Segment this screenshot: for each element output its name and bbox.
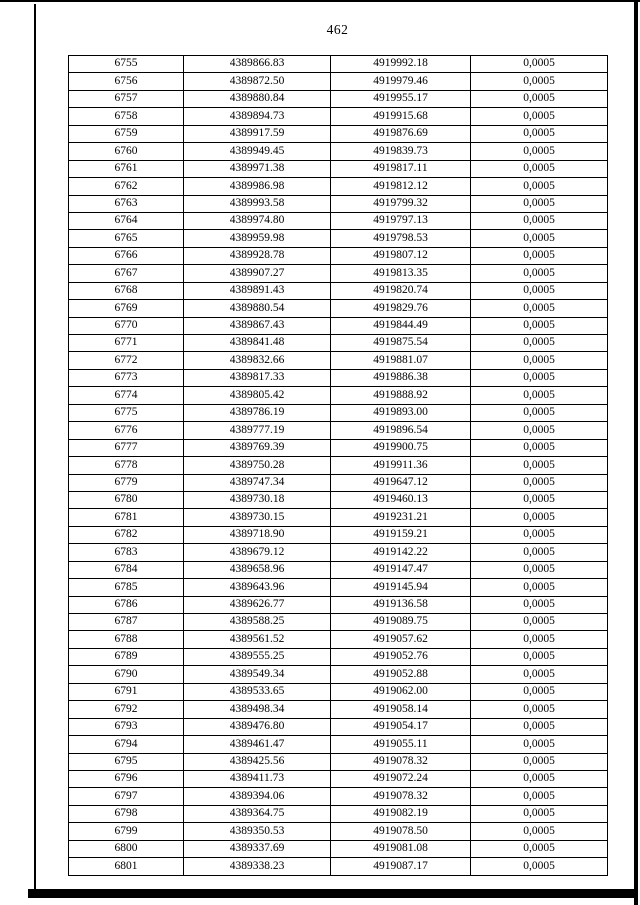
table-row (69, 770, 608, 787)
table-cell: 0,0005 (471, 457, 608, 474)
table-cell: 6780 (69, 491, 184, 508)
table-cell: 4389949.45 (184, 143, 331, 160)
table-cell: 0,0005 (471, 56, 608, 73)
table-cell: 4919647.12 (331, 474, 471, 491)
table-row (69, 178, 608, 195)
table-cell: 4389786.19 (184, 404, 331, 421)
table-cell: 4389832.66 (184, 352, 331, 369)
table-cell: 4919797.13 (331, 212, 471, 229)
table-row (69, 666, 608, 683)
table-row (69, 352, 608, 369)
table-row (69, 457, 608, 474)
table-cell: 6784 (69, 561, 184, 578)
table-cell: 4919900.75 (331, 439, 471, 456)
table-cell: 4389817.33 (184, 369, 331, 386)
table-cell: 0,0005 (471, 770, 608, 787)
scan-border-bottom (28, 889, 638, 898)
table-cell: 6782 (69, 526, 184, 543)
table-row (69, 335, 608, 352)
table-cell: 6774 (69, 387, 184, 404)
table-row (69, 90, 608, 107)
table-cell: 4389730.15 (184, 509, 331, 526)
table-cell: 4919798.53 (331, 230, 471, 247)
table-cell: 4389350.53 (184, 823, 331, 840)
table-cell: 6762 (69, 178, 184, 195)
table-cell: 6775 (69, 404, 184, 421)
table-row (69, 840, 608, 857)
table-cell: 4919054.17 (331, 718, 471, 735)
table-cell: 4389679.12 (184, 544, 331, 561)
table-cell: 6801 (69, 858, 184, 876)
table-cell: 4389750.28 (184, 457, 331, 474)
table-cell: 4919081.08 (331, 840, 471, 857)
table-cell: 4389730.18 (184, 491, 331, 508)
table-cell: 6769 (69, 300, 184, 317)
table-cell: 4389411.73 (184, 770, 331, 787)
table-cell: 4389993.58 (184, 195, 331, 212)
data-table (68, 55, 608, 876)
table-cell: 6757 (69, 90, 184, 107)
table-cell: 4919055.11 (331, 736, 471, 753)
table-cell: 6771 (69, 335, 184, 352)
table-cell: 0,0005 (471, 90, 608, 107)
table-row (69, 212, 608, 229)
table-row (69, 736, 608, 753)
table-row (69, 683, 608, 700)
table-cell: 4919231.21 (331, 509, 471, 526)
table-cell: 4389461.47 (184, 736, 331, 753)
table-row (69, 265, 608, 282)
table-cell: 6772 (69, 352, 184, 369)
table-cell: 6794 (69, 736, 184, 753)
table-cell: 4919147.47 (331, 561, 471, 578)
table-cell: 0,0005 (471, 526, 608, 543)
table-cell: 6798 (69, 805, 184, 822)
table-cell: 4919078.32 (331, 753, 471, 770)
table-cell: 4389971.38 (184, 160, 331, 177)
table-row (69, 317, 608, 334)
table-cell: 4919159.21 (331, 526, 471, 543)
table-cell: 6776 (69, 422, 184, 439)
table-cell: 6787 (69, 614, 184, 631)
table-cell: 0,0005 (471, 491, 608, 508)
table-row (69, 631, 608, 648)
table-cell: 4389643.96 (184, 579, 331, 596)
table-row (69, 509, 608, 526)
table-cell: 6797 (69, 788, 184, 805)
table-cell: 6786 (69, 596, 184, 613)
table-row (69, 474, 608, 491)
table-cell: 4919911.36 (331, 457, 471, 474)
table-row (69, 788, 608, 805)
table-cell: 6770 (69, 317, 184, 334)
table-cell: 4919813.35 (331, 265, 471, 282)
table-row (69, 858, 608, 876)
table-cell: 0,0005 (471, 648, 608, 665)
table-cell: 6765 (69, 230, 184, 247)
table-row (69, 805, 608, 822)
table-cell: 6783 (69, 544, 184, 561)
table-cell: 4919062.00 (331, 683, 471, 700)
table-cell: 6773 (69, 369, 184, 386)
table-cell: 4389866.83 (184, 56, 331, 73)
table-row (69, 404, 608, 421)
table-cell: 0,0005 (471, 265, 608, 282)
table-cell: 6764 (69, 212, 184, 229)
table-cell: 0,0005 (471, 404, 608, 421)
table-cell: 4389917.59 (184, 125, 331, 142)
table-row (69, 369, 608, 386)
table-cell: 0,0005 (471, 73, 608, 90)
table-row (69, 247, 608, 264)
table-row (69, 753, 608, 770)
table-cell: 6800 (69, 840, 184, 857)
table-cell: 0,0005 (471, 300, 608, 317)
table-cell: 0,0005 (471, 439, 608, 456)
table-cell: 4389476.80 (184, 718, 331, 735)
table-cell: 6779 (69, 474, 184, 491)
table-cell: 4389533.65 (184, 683, 331, 700)
table-cell: 4389549.34 (184, 666, 331, 683)
table-cell: 4389747.34 (184, 474, 331, 491)
table-cell: 4919799.32 (331, 195, 471, 212)
table-row (69, 195, 608, 212)
table-cell: 4389872.50 (184, 73, 331, 90)
table-row (69, 160, 608, 177)
table-row (69, 73, 608, 90)
table-cell: 4919072.24 (331, 770, 471, 787)
table-cell: 4919888.92 (331, 387, 471, 404)
table-cell: 6790 (69, 666, 184, 683)
table-cell: 4919881.07 (331, 352, 471, 369)
table-cell: 4389425.56 (184, 753, 331, 770)
table-cell: 6777 (69, 439, 184, 456)
table-cell: 4919057.62 (331, 631, 471, 648)
table-cell: 0,0005 (471, 544, 608, 561)
table-row (69, 648, 608, 665)
table-cell: 4919142.22 (331, 544, 471, 561)
table-cell: 6791 (69, 683, 184, 700)
table-cell: 4919955.17 (331, 90, 471, 107)
table-cell: 4389658.96 (184, 561, 331, 578)
table-row (69, 544, 608, 561)
table-cell: 4919896.54 (331, 422, 471, 439)
table-cell: 4919915.68 (331, 108, 471, 125)
table-row (69, 491, 608, 508)
table-row (69, 439, 608, 456)
table-cell: 6761 (69, 160, 184, 177)
table-cell: 0,0005 (471, 701, 608, 718)
table-cell: 6789 (69, 648, 184, 665)
table-cell: 0,0005 (471, 160, 608, 177)
table-cell: 0,0005 (471, 631, 608, 648)
table-cell: 4919078.32 (331, 788, 471, 805)
table-cell: 4389974.80 (184, 212, 331, 229)
table-cell: 0,0005 (471, 788, 608, 805)
scan-border-top (0, 0, 640, 2)
table-cell: 0,0005 (471, 858, 608, 876)
table-cell: 6759 (69, 125, 184, 142)
table-row (69, 56, 608, 73)
table-cell: 6778 (69, 457, 184, 474)
table-row (69, 579, 608, 596)
table-cell: 4389394.06 (184, 788, 331, 805)
table-row (69, 561, 608, 578)
table-cell: 4389626.77 (184, 596, 331, 613)
table-cell: 4919817.11 (331, 160, 471, 177)
table-cell: 4389561.52 (184, 631, 331, 648)
table-row (69, 614, 608, 631)
table-cell: 0,0005 (471, 230, 608, 247)
table-row (69, 387, 608, 404)
table-cell: 4919886.38 (331, 369, 471, 386)
table-cell: 4389891.43 (184, 282, 331, 299)
table-cell: 4389555.25 (184, 648, 331, 665)
table-cell: 6756 (69, 73, 184, 90)
table-row (69, 718, 608, 735)
table-cell: 0,0005 (471, 108, 608, 125)
table-cell: 0,0005 (471, 718, 608, 735)
table-cell: 4919145.94 (331, 579, 471, 596)
table-cell: 6758 (69, 108, 184, 125)
table-cell: 6788 (69, 631, 184, 648)
table-cell: 4389841.48 (184, 335, 331, 352)
table-cell: 6755 (69, 56, 184, 73)
table-cell: 4919078.50 (331, 823, 471, 840)
scan-border-left (34, 4, 36, 892)
table-cell: 6763 (69, 195, 184, 212)
table-cell: 4389338.23 (184, 858, 331, 876)
table-cell: 4389880.54 (184, 300, 331, 317)
table-cell: 6793 (69, 718, 184, 735)
table-cell: 4919052.76 (331, 648, 471, 665)
table-cell: 4389986.98 (184, 178, 331, 195)
table-cell: 0,0005 (471, 247, 608, 264)
table-cell: 0,0005 (471, 753, 608, 770)
table-cell: 4919082.19 (331, 805, 471, 822)
table-cell: 0,0005 (471, 335, 608, 352)
table-cell: 0,0005 (471, 282, 608, 299)
table-cell: 0,0005 (471, 666, 608, 683)
table-cell: 4389907.27 (184, 265, 331, 282)
table-cell: 0,0005 (471, 352, 608, 369)
table-cell: 4919992.18 (331, 56, 471, 73)
table-row (69, 300, 608, 317)
table-cell: 4919893.00 (331, 404, 471, 421)
table-row (69, 422, 608, 439)
table-cell: 6795 (69, 753, 184, 770)
table-cell: 0,0005 (471, 212, 608, 229)
table-cell: 0,0005 (471, 736, 608, 753)
table-cell: 6792 (69, 701, 184, 718)
table-cell: 4389588.25 (184, 614, 331, 631)
page-number: 462 (326, 22, 349, 37)
table-cell: 0,0005 (471, 387, 608, 404)
scan-border-right (634, 0, 638, 905)
table-cell: 4389959.98 (184, 230, 331, 247)
table-cell: 0,0005 (471, 474, 608, 491)
table-cell: 6781 (69, 509, 184, 526)
table-cell: 0,0005 (471, 840, 608, 857)
table-cell: 4389769.39 (184, 439, 331, 456)
table-row (69, 108, 608, 125)
table-cell: 6767 (69, 265, 184, 282)
table-cell: 4389337.69 (184, 840, 331, 857)
table-cell: 4389498.34 (184, 701, 331, 718)
table-cell: 4919875.54 (331, 335, 471, 352)
table-cell: 4919839.73 (331, 143, 471, 160)
table-cell: 4919087.17 (331, 858, 471, 876)
table-cell: 6768 (69, 282, 184, 299)
table-row (69, 143, 608, 160)
table-row (69, 823, 608, 840)
table-cell: 0,0005 (471, 596, 608, 613)
table-cell: 6766 (69, 247, 184, 264)
table-row (69, 526, 608, 543)
table-cell: 4919052.88 (331, 666, 471, 683)
table-cell: 4389867.43 (184, 317, 331, 334)
table-cell: 4389777.19 (184, 422, 331, 439)
table-row (69, 282, 608, 299)
table-cell: 4389880.84 (184, 90, 331, 107)
table-row (69, 125, 608, 142)
table-row (69, 230, 608, 247)
table-cell: 4919876.69 (331, 125, 471, 142)
table-cell: 0,0005 (471, 369, 608, 386)
table-cell: 6796 (69, 770, 184, 787)
table-cell: 4389718.90 (184, 526, 331, 543)
table-cell: 0,0005 (471, 178, 608, 195)
table-cell: 4389364.75 (184, 805, 331, 822)
table-cell: 0,0005 (471, 614, 608, 631)
table-cell: 6785 (69, 579, 184, 596)
table-cell: 0,0005 (471, 125, 608, 142)
table-cell: 4389894.73 (184, 108, 331, 125)
table-cell: 0,0005 (471, 683, 608, 700)
table-cell: 4389805.42 (184, 387, 331, 404)
table-cell: 4919136.58 (331, 596, 471, 613)
table-cell: 4919829.76 (331, 300, 471, 317)
table-row (69, 596, 608, 613)
table-cell: 4919844.49 (331, 317, 471, 334)
table-cell: 0,0005 (471, 195, 608, 212)
table-cell: 4919807.12 (331, 247, 471, 264)
table-cell: 4919460.13 (331, 491, 471, 508)
table-cell: 4919089.75 (331, 614, 471, 631)
table-cell: 0,0005 (471, 579, 608, 596)
table-row (69, 701, 608, 718)
table-cell: 0,0005 (471, 509, 608, 526)
table-cell: 0,0005 (471, 422, 608, 439)
table-cell: 0,0005 (471, 805, 608, 822)
table-cell: 4389928.78 (184, 247, 331, 264)
table-cell: 0,0005 (471, 143, 608, 160)
table-cell: 6799 (69, 823, 184, 840)
table-cell: 4919979.46 (331, 73, 471, 90)
table-cell: 0,0005 (471, 317, 608, 334)
table-cell: 0,0005 (471, 823, 608, 840)
table-cell: 4919820.74 (331, 282, 471, 299)
table-cell: 4919058.14 (331, 701, 471, 718)
table-cell: 4919812.12 (331, 178, 471, 195)
table-cell: 0,0005 (471, 561, 608, 578)
table-body (69, 56, 608, 876)
table-cell: 6760 (69, 143, 184, 160)
